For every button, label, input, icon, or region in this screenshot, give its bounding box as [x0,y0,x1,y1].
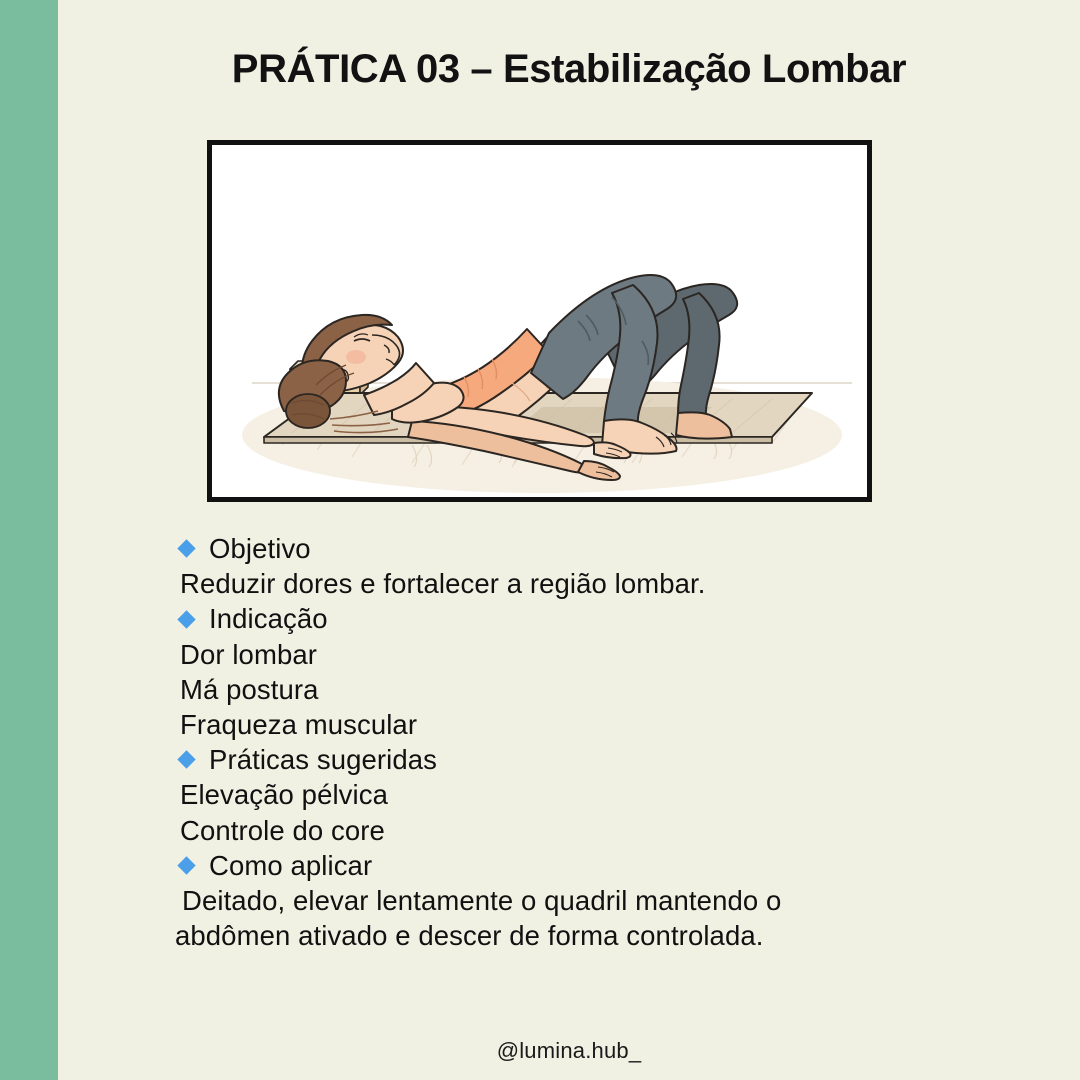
diamond-bullet-icon [177,856,195,874]
glute-bridge-illustration [212,145,867,497]
account-handle: @lumina.hub_ [496,1038,642,1063]
list-item [172,531,1032,566]
list-item-label: Práticas sugeridas [209,744,438,776]
list-item: Deitado, elevar lentamente o quadril mantendo o [182,885,782,917]
diamond-bullet-icon [177,539,195,557]
list-item [172,848,1032,883]
diamond-bullet-icon [177,751,195,769]
list-item: Dor lombar [180,638,318,670]
list-item: Má postura [180,673,319,705]
list-item-label: Objetivo [209,533,311,564]
left-accent-bar [0,0,58,1080]
list-item: Controle do core [180,814,385,846]
diamond-bullet-icon [177,610,195,628]
illustration-frame [207,140,872,502]
page-title: PRÁTICA 03 – Estabilização Lombar [231,47,907,91]
list-item: Reduzir dores e fortalecer a região lombar. [180,568,706,600]
list-item: abdômen ativado e descer de forma controlada. [175,920,764,952]
details-list [172,531,1032,953]
list-item-label: Como aplicar [209,849,373,881]
list-item [172,601,1032,636]
list-item: Fraqueza muscular [180,709,418,741]
list-item: Elevação pélvica [180,779,388,811]
list-item [172,742,1032,777]
list-item-label: Indicação [209,603,328,635]
